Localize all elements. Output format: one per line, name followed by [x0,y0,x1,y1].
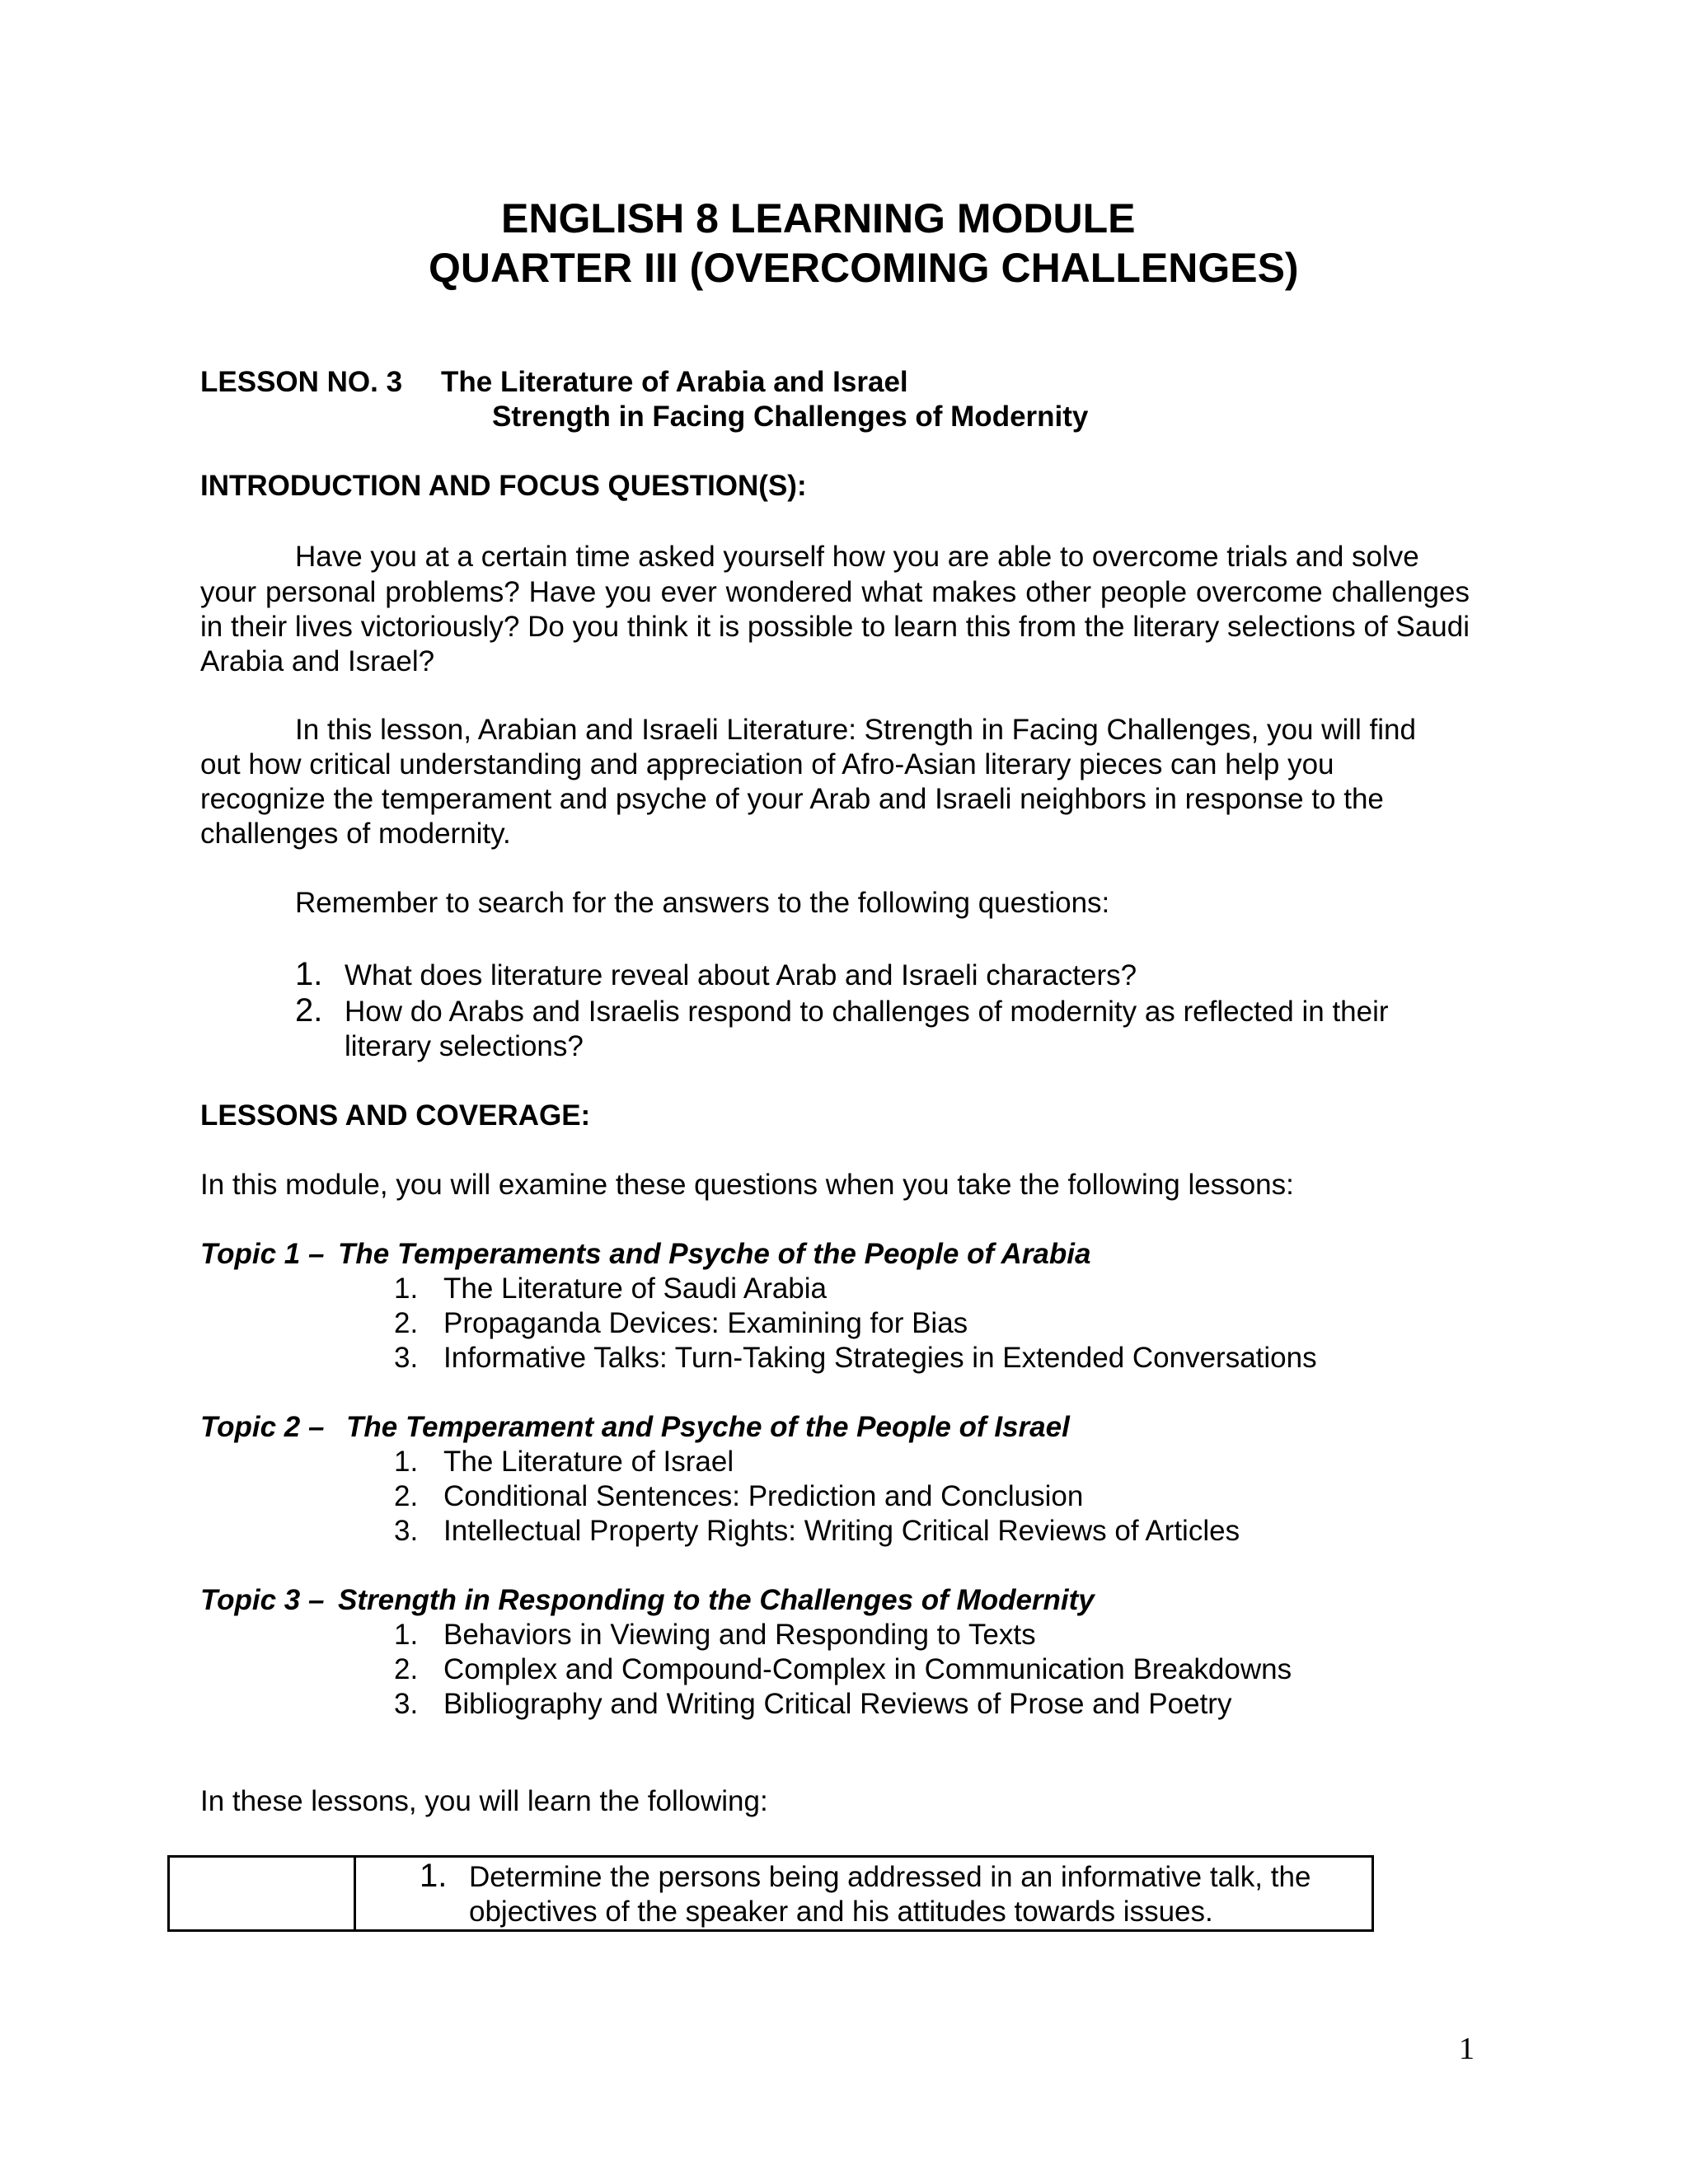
topic-item-number: 2. [394,1653,419,1685]
topic-item: Bibliography and Writing Critical Reviews of Prose and Poetry [443,1688,1232,1720]
topic-item-number: 2. [394,1307,419,1339]
question-text-continued: literary selections? [345,1030,584,1062]
lesson-subtitle: Strength in Facing Challenges of Modernity [492,401,1089,433]
table-column-divider [354,1858,356,1929]
topic-title: Strength in Responding to the Challenges of Modernity [338,1584,1095,1616]
topic-item: Intellectual Property Rights: Writing Critical Reviews of Articles [443,1515,1240,1547]
objective-text: Determine the persons being addressed in an informative talk, the [469,1861,1311,1893]
topic-item: Informative Talks: Turn-Taking Strategies in Extended Conversations [443,1342,1317,1374]
topic-label: Topic 1 – [200,1238,325,1270]
objective-number: 1. [420,1858,448,1894]
topic-item-number: 1. [394,1446,419,1478]
topic-item-number: 3. [394,1342,419,1374]
topic-item-number: 2. [394,1480,419,1512]
intro-paragraph-2-line-3: recognize the temperament and psyche of your Arab and Israeli neighbors in response to the [200,783,1384,815]
topic-item-number: 3. [394,1515,419,1547]
objective-text-continued: objectives of the speaker and his attitudes towards issues. [469,1896,1213,1928]
topic-item: Behaviors in Viewing and Responding to Texts [443,1619,1036,1651]
topic-item: The Literature of Saudi Arabia [443,1272,828,1305]
question-text: What does literature reveal about Arab and Israeli characters? [345,959,1137,991]
intro-paragraph-2-line-4: challenges of modernity. [200,818,511,850]
module-title: ENGLISH 8 LEARNING MODULE [501,195,1136,241]
topic-item: Complex and Compound-Complex in Communication Breakdowns [443,1653,1292,1685]
topic-item-number: 1. [394,1272,419,1305]
intro-paragraph-1: your personal problems? Have you ever wondered what makes other people overcome challenges in their lives victoriously? Do you think it is possible to learn this from the literary selections of Saudi Arabia and Israel? [200,576,1470,677]
page-number: 1 [1459,2032,1475,2066]
lesson-label: LESSON NO. 3 [200,366,403,398]
question-text: How do Arabs and Israelis respond to challenges of modernity as reflected in their [345,996,1389,1028]
intro-paragraph-2-line-1: In this lesson, Arabian and Israeli Literature: Strength in Facing Challenges, you will find [295,714,1416,746]
topic-item: Conditional Sentences: Prediction and Conclusion [443,1480,1084,1512]
coverage-intro: In this module, you will examine these questions when you take the following lessons: [200,1169,1294,1201]
topic-item: Propaganda Devices: Examining for Bias [443,1307,968,1339]
lesson-title: The Literature of Arabia and Israel [441,366,908,398]
topic-label: Topic 2 – [200,1411,325,1443]
coverage-heading: LESSONS AND COVERAGE: [200,1099,591,1132]
topic-item-number: 1. [394,1619,419,1651]
quarter-title: QUARTER III (OVERCOMING CHALLENGES) [429,245,1299,291]
topic-item: The Literature of Israel [443,1446,734,1478]
topic-title: The Temperaments and Psyche of the People of Arabia [338,1238,1091,1270]
remember-text: Remember to search for the answers to the following questions: [295,887,1110,919]
intro-paragraph-1-first-line: Have you at a certain time asked yourself how you are able to overcome trials and solve [295,541,1419,573]
objectives-table [167,1855,1374,1932]
question-number: 1. [295,956,323,992]
intro-paragraph-2-line-2: out how critical understanding and appreciation of Afro-Asian literary pieces can help you [200,748,1334,780]
question-number: 2. [295,992,323,1029]
topic-title: The Temperament and Psyche of the People of Israel [346,1411,1070,1443]
topic-label: Topic 3 – [200,1584,325,1616]
learn-intro: In these lessons, you will learn the following: [200,1785,768,1817]
topic-item-number: 3. [394,1688,419,1720]
intro-heading: INTRODUCTION AND FOCUS QUESTION(S): [200,470,807,502]
